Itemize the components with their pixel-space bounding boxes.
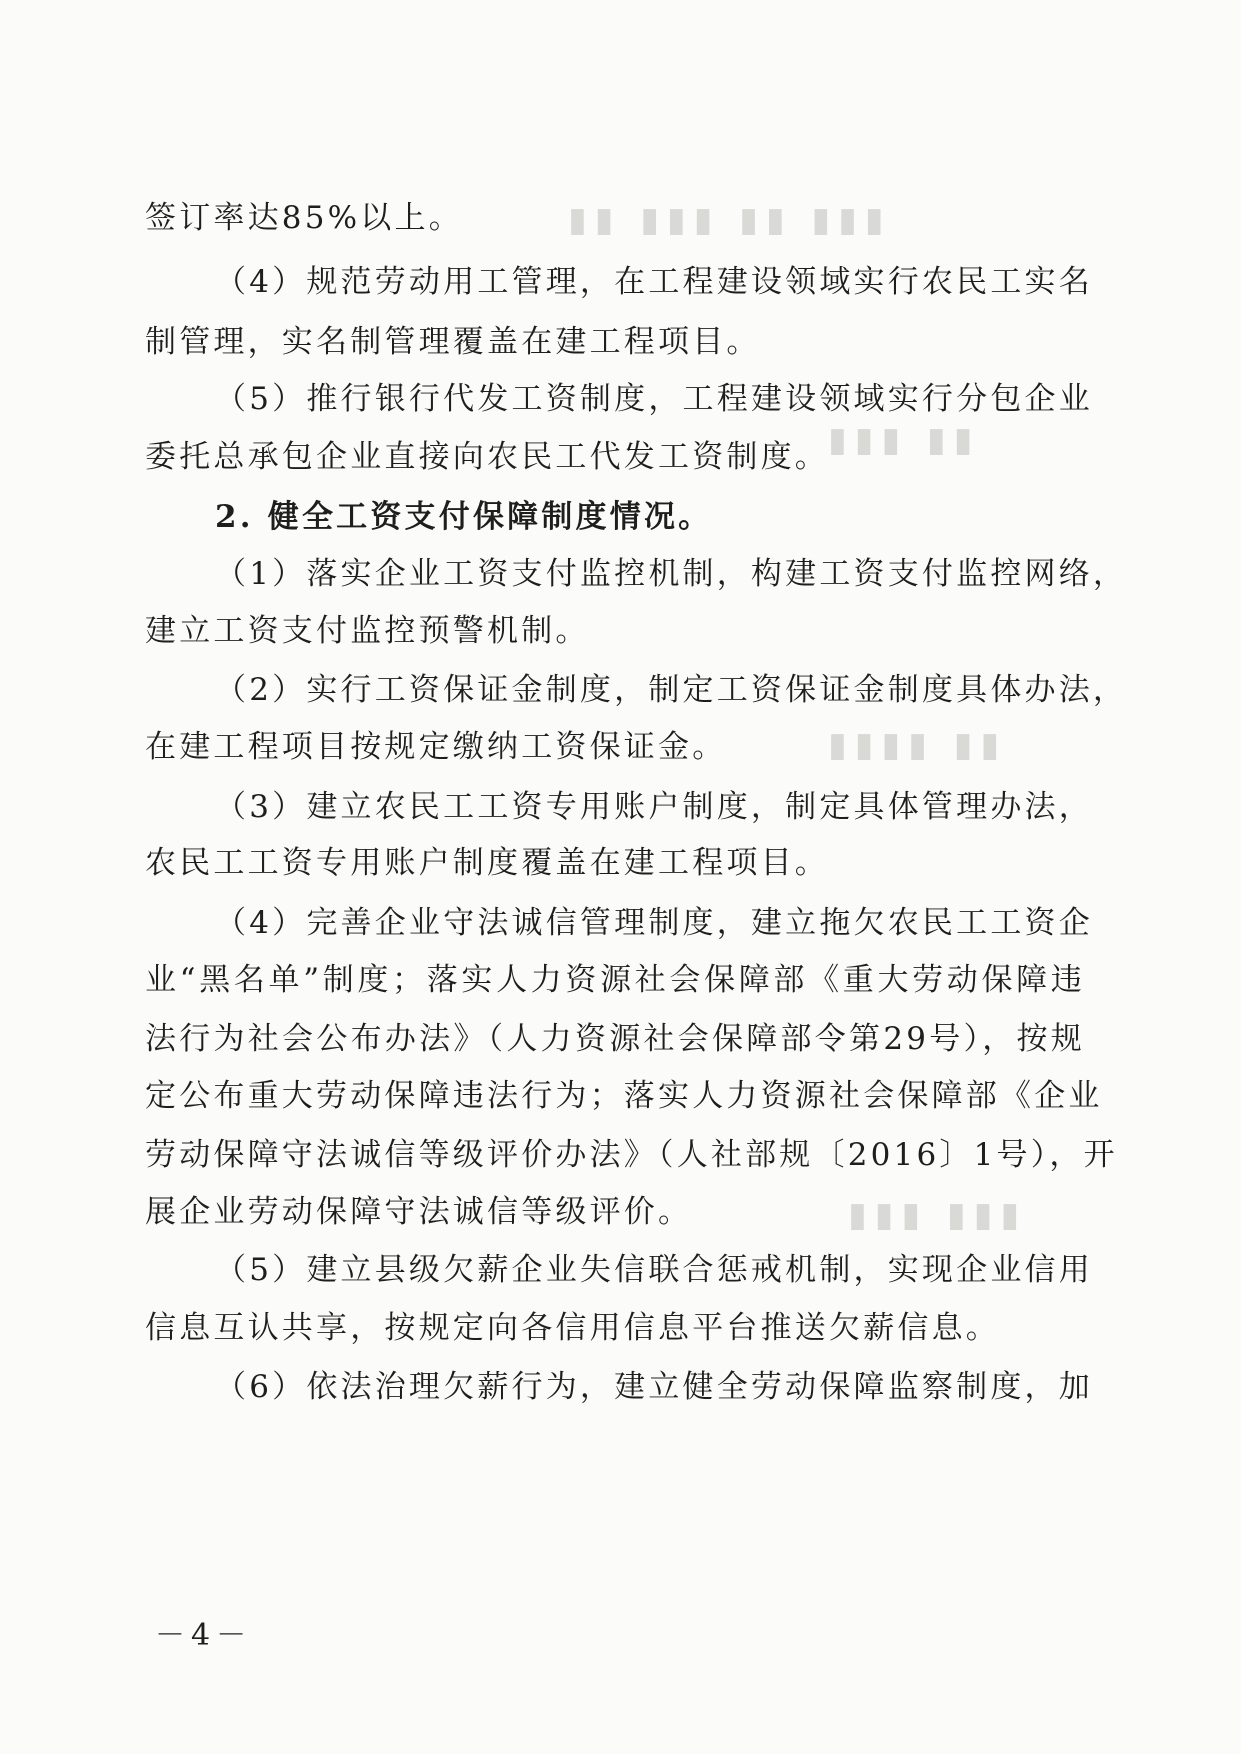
paragraph-line: 展企业劳动保障守法诚信等级评价。 [145,1194,693,1230]
paragraph-line: 建立工资支付监控预警机制。 [145,613,590,649]
paragraph-line: （4）完善企业守法诚信管理制度，建立拖欠农民工工资企 [215,905,1093,941]
paragraph-line: 法行为社会公布办法》（人力资源社会保障部令第29号），按规 [145,1021,1085,1057]
paragraph-line: （1）落实企业工资支付监控机制，构建工资支付监控网络， [215,556,1128,592]
paragraph-line: （6）依法治理欠薪行为，建立健全劳动保障监察制度，加 [215,1369,1093,1405]
bleed-through-texture: ▮▮▮ ▮▮▮ [840,1195,1020,1235]
paragraph-line: 在建工程项目按规定缴纳工资保证金。 [145,729,727,765]
paragraph-line: （5）建立县级欠薪企业失信联合惩戒机制，实现企业信用 [215,1252,1093,1288]
paragraph-line: 劳动保障守法诚信等级评价办法》（人社部规〔2016〕1号），开 [145,1137,1118,1173]
paragraph-line: 业“黑名单”制度；落实人力资源社会保障部《重大劳动保障违 [145,962,1085,998]
page-number: －4－ [155,1618,253,1653]
paragraph-line: 制管理，实名制管理覆盖在建工程项目。 [145,324,761,360]
paragraph-line: 信息互认共享，按规定向各信用信息平台推送欠薪信息。 [145,1310,1000,1346]
paragraph-line: 农民工工资专用账户制度覆盖在建工程项目。 [145,845,829,881]
paragraph-line: （3）建立农民工工资专用账户制度，制定具体管理办法， [215,789,1093,825]
paragraph-line: （5）推行银行代发工资制度，工程建设领域实行分包企业 [215,381,1093,417]
paragraph-line: 定公布重大劳动保障违法行为；落实人力资源社会保障部《企业 [145,1078,1103,1114]
paragraph-line: 委托总承包企业直接向农民工代发工资制度。 [145,439,829,475]
bleed-through-texture: ▮▮ ▮▮▮▮ [820,725,1000,765]
section-heading: 2. 健全工资支付保障制度情况。 [215,499,713,535]
paragraph-line: （4）规范劳动用工管理，在工程建设领域实行农民工实名 [215,264,1093,300]
paragraph-line: （2）实行工资保证金制度，制定工资保证金制度具体办法， [215,672,1128,708]
bleed-through-texture: ▮▮ ▮▮▮ [820,420,973,460]
bleed-through-texture: ▮▮▮ ▮▮ ▮▮▮ ▮▮ [560,200,884,240]
paragraph-line: 签订率达85%以上。 [145,200,463,236]
